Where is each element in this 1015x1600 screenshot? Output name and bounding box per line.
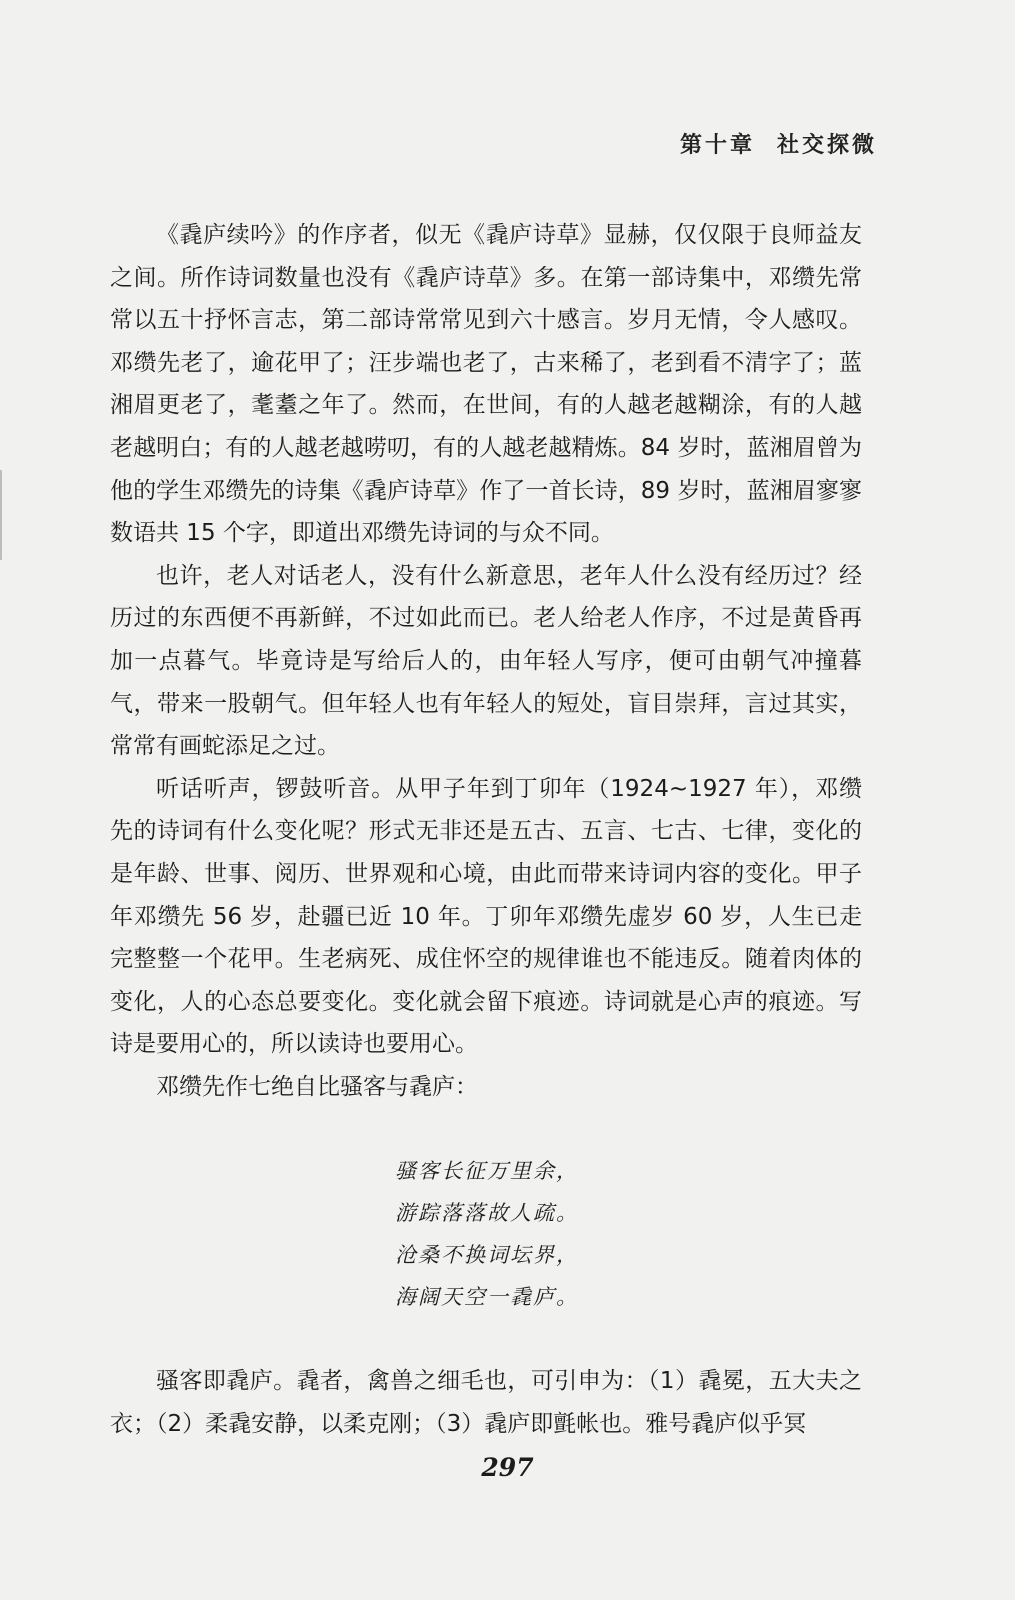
chapter-title: 社交探微	[776, 132, 877, 158]
poem-line: 骚客长征万里余，	[395, 1159, 579, 1183]
main-text-continued	[110, 1360, 862, 1445]
poem-line: 游踪落落故人疏。	[395, 1201, 579, 1225]
chapter-number: 第十章	[679, 132, 755, 158]
poem-quatrain	[395, 1150, 579, 1318]
paragraph: 邓缵先作七绝自比骚客与毳庐：	[156, 1073, 478, 1100]
paragraph: 听话听声，锣鼓听音。从甲子年到丁卯年（1924~1927 年），邓缵先的诗词有什么变化呢？形式无非还是五古、五言、七古、七律，变化的是年龄、世事、阅历、世界观和心境，由此而带来诗词内容的变化。甲子年邓缵先 56 岁，赴疆已近 10 年。丁卯年邓缵先虚岁 60 岁，人生已走完整整一个花甲。生老病死、成住怀空的规律谁也不能违反。随着肉体的变化，人的心态总要变化。变化就会留下痕迹。诗词就是心声的痕迹。写诗是要用心的，所以读诗也要用心。	[110, 775, 862, 1058]
poem-line: 沧桑不换词坛界，	[395, 1243, 579, 1267]
running-header	[680, 128, 877, 159]
paragraph: 骚客即毳庐。毳者，禽兽之细毛也，可引申为：（1）毳冕，五大夫之衣；（2）柔毳安静，以柔克刚；（3）毳庐即氈帐也。雅号毳庐似乎冥	[110, 1368, 862, 1437]
paragraph: 也许，老人对话老人，没有什么新意思，老年人什么没有经历过？经历过的东西便不再新鲜，不过如此而已。老人给老人作序，不过是黄昏再加一点暮气。毕竟诗是写给后人的，由年轻人写序，便可由朝气冲撞暮气，带来一股朝气。但年轻人也有年轻人的短处，盲目崇拜，言过其实，常常有画蛇添足之过。	[110, 562, 862, 760]
poem-line: 海阔天空一毳庐。	[395, 1285, 579, 1309]
main-text	[110, 214, 862, 1108]
page-binding-edge	[0, 470, 8, 560]
paragraph: 《毳庐续吟》的作序者，似无《毳庐诗草》显赫，仅仅限于良师益友之间。所作诗词数量也没有《毳庐诗草》多。在第一部诗集中，邓缵先常常以五十抒怀言志，第二部诗常常见到六十感言。岁月无情，令人感叹。邓缵先老了，逾花甲了；汪步端也老了，古来稀了，老到看不清字了；蓝湘眉更老了，耄耋之年了。然而，在世间，有的人越老越糊涂，有的人越老越明白；有的人越老越唠叨，有的人越老越精炼。84 岁时，蓝湘眉曾为他的学生邓缵先的诗集《毳庐诗草》作了一首长诗，89 岁时，蓝湘眉寥寥数语共 15 个字，即道出邓缵先诗词的与众不同。	[110, 222, 862, 547]
page-number: 297	[481, 1453, 534, 1482]
